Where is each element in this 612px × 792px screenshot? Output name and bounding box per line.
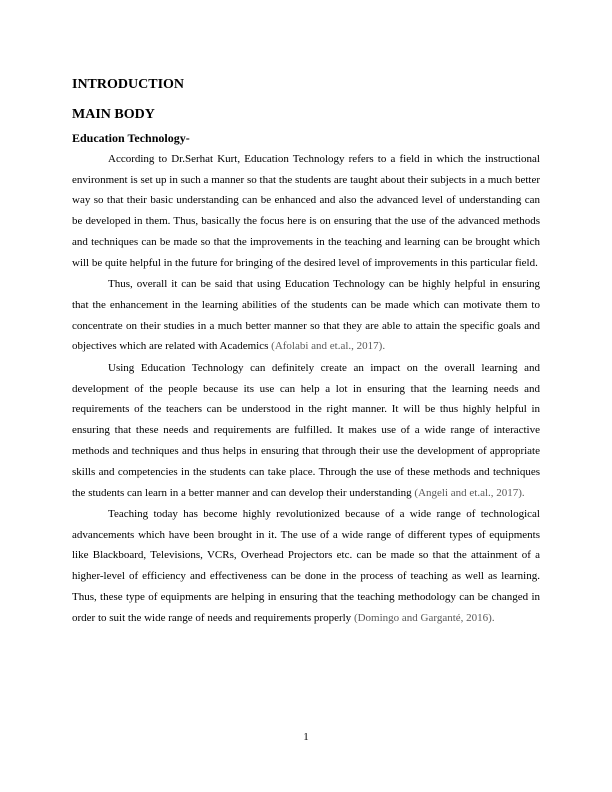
paragraph-2-citation: (Afolabi and et.al., 2017). (271, 340, 386, 353)
paragraph-2 (72, 274, 540, 357)
paragraph-2-text: Thus, overall it can be said that using Education Technology can be highly helpful in ensuring that the enhancement in the learning abilities of the students can be made which can motivate them to concentrate on their studies in a much better manner so that they are able to attain the specific goals and objectives which are related with Academics (72, 278, 540, 353)
paragraph-3-text: Using Education Technology can definitely create an impact on the overall learning and development of the people because its use can help a lot in ensuring that the learning needs and requirements of the teachers can be understood in the right manner. It will be thus highly helpful in ensuring that these needs and requirements are fulfilled. It makes use of a wide range of interactive methods and techniques and thus helps in ensuring that through their use the development of appropriate skills and competencies in the students can take place. Through the use of these methods and techniques the students can learn in a better manner and can develop their understanding (72, 361, 540, 499)
paragraph-1 (72, 149, 540, 274)
paragraph-3-citation: (Angeli and et.al., 2017). (414, 486, 525, 499)
paragraph-4 (72, 504, 540, 629)
paragraph-4-text: Teaching today has become highly revolutionized because of a wide range of technological advancements which have been brought in it. The use of a wide range of different types of equipments like Blackboard, Televisions, VCRs, Overhead Projectors etc. can be made so that the attainment of a higher-level of efficiency and effectiveness can be done in the process of teaching as well as learning. Thus, these type of equipments are helping in ensuring that the teaching methodology can be changed in order to suit the wide range of needs and requirements properly (72, 507, 540, 624)
paragraph-3 (72, 358, 540, 504)
main-body-content (72, 128, 540, 629)
subheading-education-technology: Education Technology- (72, 131, 190, 145)
paragraph-1-text: According to Dr.Serhat Kurt, Education Technology refers to a field in which the instructional environment is set up in such a manner so that the students are taught about their subjects in a much better way so that their basic understanding can be enhanced and also the advanced level of understanding can be developed in them. Thus, basically the focus here is on ensuring that the use of the advanced methods and techniques can be made so that the improvements in the teaching and learning can be brought which will be quite helpful in the future for bringing of the desired level of improvements in this particular field. (72, 152, 540, 269)
heading-introduction: INTRODUCTION (72, 77, 185, 92)
paragraph-4-citation: (Domingo and Garganté, 2016). (353, 611, 495, 624)
heading-main-body: MAIN BODY (72, 107, 155, 122)
page-number: 1 (303, 731, 309, 743)
